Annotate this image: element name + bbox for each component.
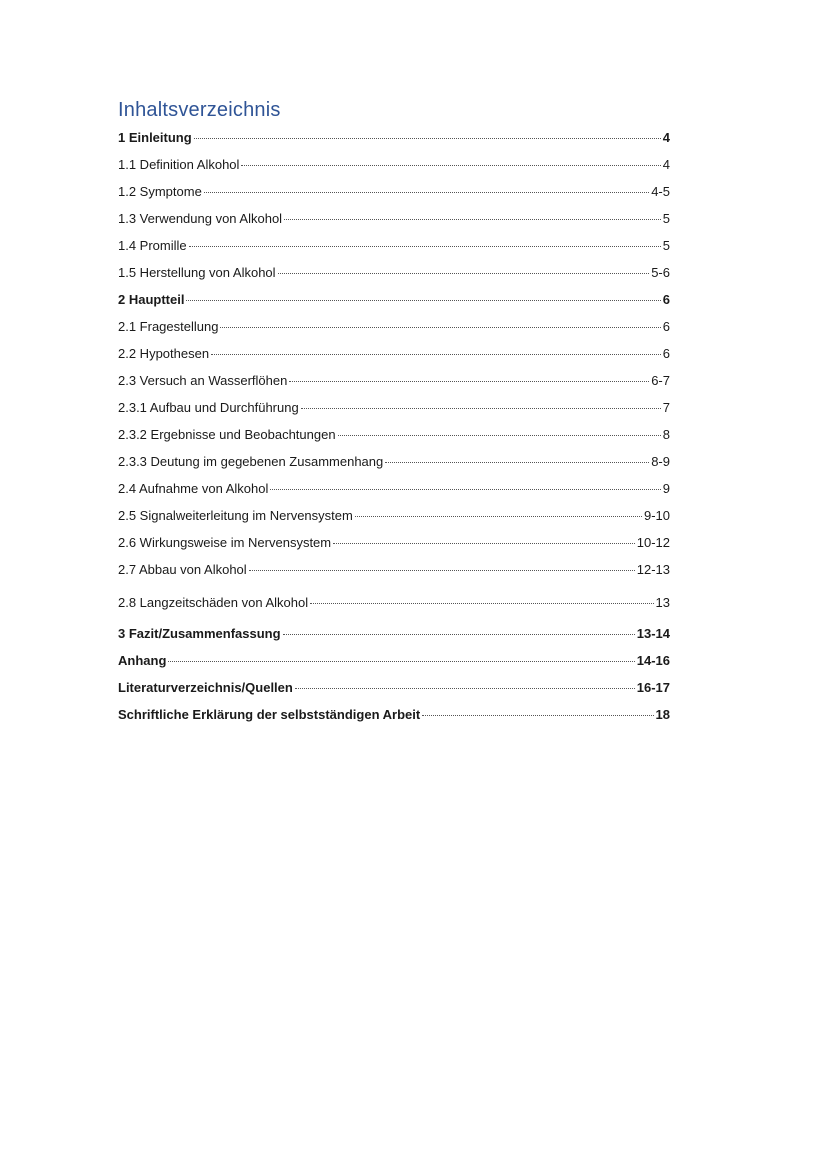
toc-dot-leader [422,714,653,716]
toc-dot-leader [168,660,634,662]
toc-entry[interactable] [118,265,670,280]
toc-entry-page: 6 [662,346,670,361]
toc-entry[interactable] [118,319,670,334]
toc-entry-page: 8 [662,427,670,442]
toc-entry-page: 5 [662,238,670,253]
toc-dot-leader [186,299,660,301]
toc-entry-label: 2 Hauptteil [118,292,185,307]
toc-dot-leader [194,137,661,139]
toc-entry[interactable] [118,184,670,199]
toc-entry-page: 8-9 [651,454,670,469]
toc-entry-page: 5 [662,211,670,226]
toc-dot-leader [278,272,650,274]
toc-entry[interactable] [118,508,670,523]
toc-entry-label: 1 Einleitung [118,130,192,145]
toc-dot-leader [189,245,661,247]
toc-entry-page: 4 [662,130,670,145]
toc-entry-label: 2.3.1 Aufbau und Durchführung [118,400,299,415]
toc-entry[interactable] [118,707,670,722]
toc-dot-leader [338,434,661,436]
toc-entry-page: 10-12 [636,535,670,550]
toc-entry-page: 13 [655,595,670,610]
toc-entry-label: 1.3 Verwendung von Alkohol [118,211,283,226]
toc-dot-leader [284,218,661,220]
toc-entry[interactable] [118,535,670,550]
toc-entry-label: Anhang [118,653,167,668]
toc-entry-label: 1.2 Symptome [118,184,202,199]
toc-entry-page: 18 [655,707,670,722]
toc-entry-label: 3 Fazit/Zusammenfassung [118,626,281,641]
toc-dot-leader [204,191,649,193]
toc-dot-leader [249,569,635,571]
toc-entry-label: 2.7 Abbau von Alkohol [118,562,247,577]
toc-dot-leader [270,488,660,490]
toc-entry[interactable] [118,346,670,361]
toc-entry-label: Schriftliche Erklärung der selbstständigen Arbeit [118,707,421,722]
toc-entry-page: 13-14 [636,626,670,641]
toc-dot-leader [283,633,635,635]
toc-title: Inhaltsverzeichnis [118,99,281,121]
toc-entry[interactable] [118,481,670,496]
toc-entry[interactable] [118,680,670,695]
toc-entry-label: 2.8 Langzeitschäden von Alkohol [118,595,309,610]
toc-entry-page: 5-6 [651,265,670,280]
toc-entry-label: 2.3.2 Ergebnisse und Beobachtungen [118,427,336,442]
toc-entry-page: 14-16 [636,653,670,668]
toc-entry[interactable] [118,562,670,577]
toc-dot-leader [211,353,661,355]
toc-entry[interactable] [118,157,670,172]
toc-dot-leader [333,542,635,544]
toc-dot-leader [310,602,653,604]
toc-entry[interactable] [118,130,670,145]
toc-entry-label: 2.5 Signalweiterleitung im Nervensystem [118,508,353,523]
toc-entry[interactable] [118,373,670,388]
toc-entry-label: 2.1 Fragestellung [118,319,219,334]
toc-entry[interactable] [118,238,670,253]
toc-entry-label: 2.3.3 Deutung im gegebenen Zusammenhang [118,454,384,469]
toc-entry[interactable] [118,292,670,307]
toc-entry[interactable] [118,211,670,226]
toc-entry-page: 4-5 [651,184,670,199]
toc-dot-leader [289,380,649,382]
toc-entry-label: 1.5 Herstellung von Alkohol [118,265,276,280]
toc-entry[interactable] [118,595,670,610]
toc-entry-label: Literaturverzeichnis/Quellen [118,680,293,695]
toc-dot-leader [220,326,660,328]
toc-dot-leader [355,515,642,517]
toc-entry-page: 9 [662,481,670,496]
toc-entry-page: 6-7 [651,373,670,388]
toc-entry-page: 9-10 [643,508,670,523]
toc-entry-page: 4 [662,157,670,172]
toc-entry-label: 2.3 Versuch an Wasserflöhen [118,373,288,388]
toc-entry[interactable] [118,454,670,469]
toc-entry-label: 2.2 Hypothesen [118,346,210,361]
toc-entry-label: 1.1 Definition Alkohol [118,157,240,172]
toc-entry[interactable] [118,400,670,415]
toc-entry-page: 6 [662,292,670,307]
toc-entry-page: 16-17 [636,680,670,695]
toc-dot-leader [241,164,660,166]
toc-dot-leader [301,407,661,409]
toc-entry-label: 2.6 Wirkungsweise im Nervensystem [118,535,332,550]
toc-entry-page: 12-13 [636,562,670,577]
toc-entry-page: 7 [662,400,670,415]
toc-dot-leader [385,461,649,463]
toc-entry-page: 6 [662,319,670,334]
toc-dot-leader [295,687,635,689]
toc-entry[interactable] [118,653,670,668]
toc-entry[interactable] [118,427,670,442]
toc-entry[interactable] [118,626,670,641]
toc-entry-label: 1.4 Promille [118,238,187,253]
toc-entry-label: 2.4 Aufnahme von Alkohol [118,481,269,496]
